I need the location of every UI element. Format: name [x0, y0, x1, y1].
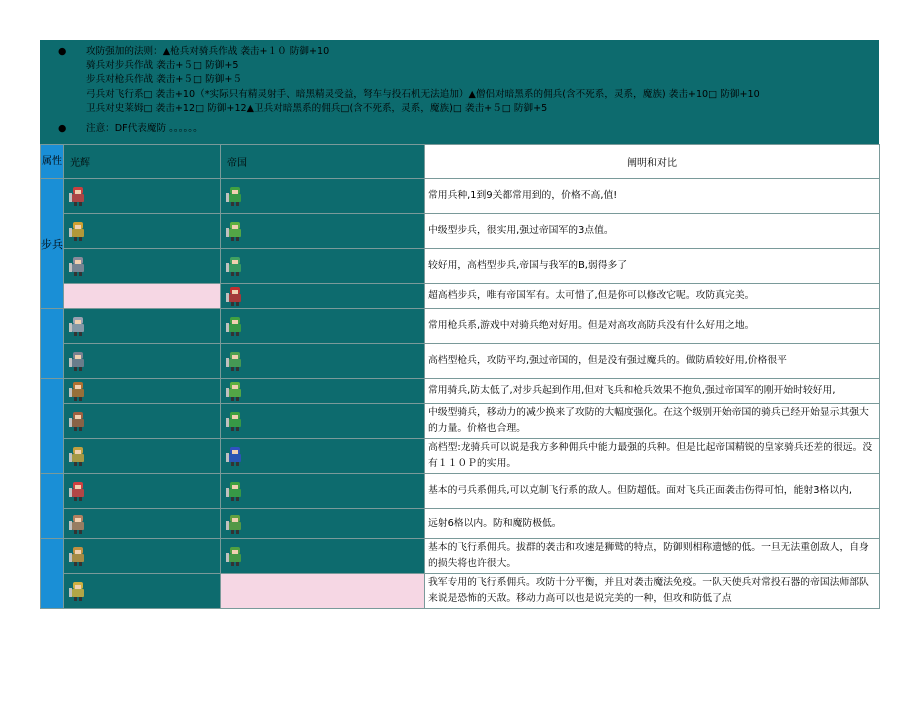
table-row: [41, 474, 880, 509]
unit-sprite-icon: [67, 410, 89, 432]
table-row: [41, 574, 880, 609]
unit-sprite-icon: [224, 185, 246, 207]
unit-sprite-icon: [67, 513, 89, 535]
bullet-icon: ●: [58, 123, 67, 135]
table-row: [41, 284, 880, 309]
unit-cell: [221, 439, 425, 474]
unit-cell: [64, 309, 221, 344]
unit-cell: [64, 439, 221, 474]
document-page: [40, 40, 879, 609]
unit-sprite-icon: [224, 220, 246, 242]
unit-cell: [64, 404, 221, 439]
unit-sprite-icon: [224, 285, 246, 307]
table-row: [41, 439, 880, 474]
unit-sprite-icon: [67, 545, 89, 567]
rules-notes: [40, 40, 879, 144]
unit-sprite-icon: [67, 445, 89, 467]
unit-sprite-icon: [67, 185, 89, 207]
table-row: [41, 379, 880, 404]
category-cell: [41, 309, 64, 379]
header-empire: 帝国: [221, 145, 425, 179]
note-line: 卫兵对史莱姆□ 袭击+12□ 防御+12▲卫兵对暗黑系的佣兵□(含不死系，灵系，魔族)□ 袭击+５□ 防御+5: [86, 102, 548, 114]
unit-sprite-icon: [224, 315, 246, 337]
unit-sprite-icon: [224, 445, 246, 467]
note-line: ● 攻防强加的法则：▲枪兵对骑兵作战 袭击+１０ 防御+10: [58, 45, 873, 59]
unit-cell: [221, 474, 425, 509]
unit-cell: [64, 179, 221, 214]
table-row: [41, 344, 880, 379]
unit-sprite-icon: [224, 410, 246, 432]
unit-cell: [64, 344, 221, 379]
unit-cell: [64, 574, 221, 609]
category-cell: [41, 379, 64, 474]
description-cell: 常用枪兵系,游戏中对骑兵绝对好用。但是对高攻高防兵没有什么好用之地。: [425, 309, 880, 344]
unit-cell: [221, 309, 425, 344]
unit-sprite-icon: [224, 350, 246, 372]
unit-sprite-icon: [67, 350, 89, 372]
unit-sprite-icon: [67, 480, 89, 502]
unit-cell: [64, 214, 221, 249]
unit-cell: [64, 539, 221, 574]
unit-cell: [221, 574, 425, 609]
table-row: [41, 539, 880, 574]
header-category: 属性: [41, 145, 64, 179]
note-footnote: ● 注意：DF代表魔防 。。。。。。: [58, 122, 873, 136]
unit-cell: [221, 404, 425, 439]
description-cell: 基本的飞行系佣兵。拔群的袭击和攻速是狮鹫的特点，防御则相称遗憾的低。一旦无法重创敌人，自身的损失将也许很大。: [425, 539, 880, 574]
note-line: 骑兵对步兵作战 袭击+５□ 防御+5: [86, 60, 239, 72]
table-row: [41, 214, 880, 249]
note-line: 步兵对枪兵作战 袭击+５□ 防御+５: [86, 74, 242, 86]
description-cell: 我军专用的飞行系佣兵。攻防十分平衡，并且对袭击魔法免疫。一队天使兵对常投石器的帝国法师部队来说是恐怖的天敌。移动力高可以也是说完美的一种，但攻和防低了点: [425, 574, 880, 609]
description-cell: 常用兵种,1到9关都常用到的，价格不高,值!: [425, 179, 880, 214]
note-line: 弓兵对飞行系□ 袭击+10（*实际只有精灵射手、暗黑精灵受益，弩车与投石机无法追加）▲僧侣对暗黑系的佣兵(含不死系，灵系，魔族) 袭击+10□ 防御+10: [86, 88, 760, 100]
unit-comparison-table: [40, 144, 880, 609]
category-cell: [41, 474, 64, 539]
unit-cell: [221, 379, 425, 404]
unit-sprite-icon: [67, 315, 89, 337]
unit-cell: [64, 379, 221, 404]
unit-sprite-icon: [224, 255, 246, 277]
unit-sprite-icon: [224, 545, 246, 567]
unit-sprite-icon: [67, 380, 89, 402]
unit-cell: [221, 214, 425, 249]
unit-cell: [221, 344, 425, 379]
unit-cell: [221, 509, 425, 539]
unit-cell: [64, 509, 221, 539]
table-row: [41, 509, 880, 539]
unit-sprite-icon: [224, 380, 246, 402]
description-cell: 高档型枪兵，攻防平均,强过帝国的，但是没有强过魔兵的。做防盾较好用,价格很平: [425, 344, 880, 379]
header-ally: 光辉: [64, 145, 221, 179]
unit-cell: [64, 284, 221, 309]
table-row: [41, 309, 880, 344]
unit-sprite-icon: [224, 513, 246, 535]
unit-sprite-icon: [224, 480, 246, 502]
unit-cell: [64, 249, 221, 284]
unit-sprite-icon: [67, 580, 89, 602]
description-cell: 较好用，高档型步兵,帝国与我军的B,弱得多了: [425, 249, 880, 284]
description-cell: 超高档步兵，唯有帝国军有。太可惜了,但是你可以修改它呢。攻防真完美。: [425, 284, 880, 309]
unit-cell: [64, 474, 221, 509]
description-cell: 远射6格以内。防和魔防极低。: [425, 509, 880, 539]
description-cell: 中级型骑兵，移动力的减少换来了攻防的大幅度强化。在这个级别开始帝国的骑兵已经开始显示其强大的力量。价格也合理。: [425, 404, 880, 439]
description-cell: 基本的弓兵系佣兵,可以克制飞行系的敌人。但防超低。面对飞兵正面袭击伤得可怕，能射3格以内,: [425, 474, 880, 509]
description-cell: 中级型步兵，很实用,强过帝国军的3点值。: [425, 214, 880, 249]
table-row: [41, 249, 880, 284]
unit-sprite-icon: [67, 220, 89, 242]
header-description: 阐明和对比: [425, 145, 880, 179]
unit-cell: [221, 284, 425, 309]
unit-cell: [221, 249, 425, 284]
bullet-icon: ●: [58, 46, 67, 57]
table-row: [41, 179, 880, 214]
category-cell: 步兵: [41, 179, 64, 309]
table-row: [41, 404, 880, 439]
category-cell: [41, 539, 64, 609]
description-cell: 常用骑兵,防太低了,对步兵起到作用,但对飞兵和枪兵效果不抱负,强过帝国军的刚开始时较好用,: [425, 379, 880, 404]
unit-cell: [221, 179, 425, 214]
table-header-row: [41, 145, 880, 179]
description-cell: 高档型:龙骑兵可以说是我方多种佣兵中能力最强的兵种。但是比起帝国精锐的皇家骑兵还差的很远。没有１１０Ｐ的实用。: [425, 439, 880, 474]
unit-sprite-icon: [67, 255, 89, 277]
unit-cell: [221, 539, 425, 574]
